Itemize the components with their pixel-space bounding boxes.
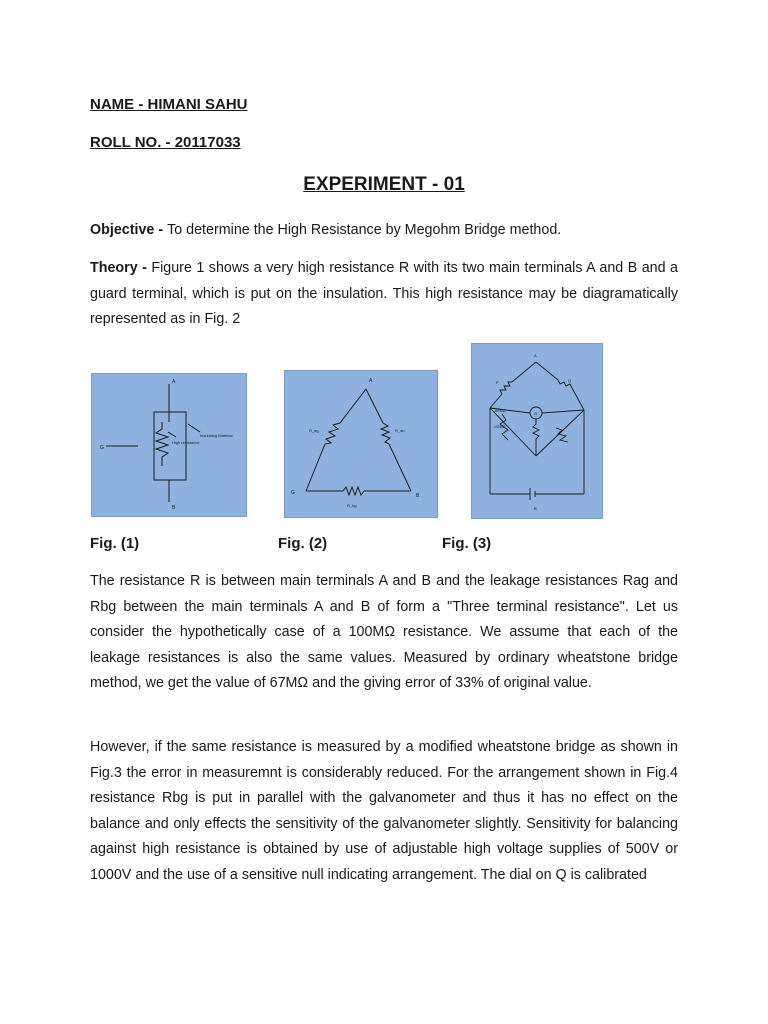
figure-1-diagram <box>92 374 246 516</box>
fig2-label-g: G <box>291 490 295 496</box>
figure-2-image <box>284 370 438 518</box>
figure-3-image <box>471 343 603 519</box>
fig3-label-top: A <box>534 353 537 358</box>
fig3-label-left: P <box>496 380 499 385</box>
figure-1-caption: Fig. (1) <box>90 535 140 552</box>
fig2-label-b: B <box>416 493 420 499</box>
objective-label: Objective - <box>90 222 168 238</box>
body-paragraph-1-text: The resistance R is between main terminals A and B and the leakage resistances Rag and Rbg between the main terminals A and B of form a "Three terminal resistance". Let us consider the hypothetically case of a 100MΩ resistance. We assume that each of the leakage resistances is also the same values. Measured by ordinary wheatstone bridge method, we get the value of 67MΩ and the giving error of 33% of original value. <box>90 573 678 691</box>
fig1-label-a: A <box>172 379 176 385</box>
fig3-label-bottom: B <box>534 506 537 511</box>
fig2-label-rab: R_ab <box>395 428 405 433</box>
experiment-title: EXPERIMENT - 01 <box>303 174 465 195</box>
fig1-label-b: B <box>172 505 176 511</box>
objective-text: To determine the High Resistance by Megohm Bridge method. <box>167 222 562 238</box>
fig1-label-g: G <box>100 445 104 451</box>
theory-text: Figure 1 shows a very high resistance R with its two main terminals A and B and a guard terminal, which is put on the insulation. This high resistance may be diagramatically represented as in Fig. 2 <box>90 260 678 327</box>
figure-3-caption: Fig. (3) <box>442 535 492 552</box>
theory-label: Theory - <box>90 260 152 276</box>
fig2-label-a: A <box>369 378 373 384</box>
fig3-label-r1: 100MΩ <box>494 409 506 413</box>
objective-paragraph <box>90 218 678 244</box>
body-paragraph-1 <box>90 569 678 697</box>
fig3-label-right: Q <box>568 378 572 383</box>
figure-1-image <box>91 373 247 517</box>
theory-paragraph <box>90 256 678 333</box>
figure-2-caption: Fig. (2) <box>278 535 328 552</box>
roll-number: ROLL NO. - 20117033 <box>90 134 241 151</box>
fig2-label-rag: R_ag <box>309 428 319 433</box>
fig1-label-insulation: Insulating Material <box>200 433 233 438</box>
fig2-label-rbg: R_bg <box>347 503 357 508</box>
body-paragraph-2 <box>90 735 678 888</box>
figure-2-diagram <box>285 371 437 517</box>
figure-3-diagram <box>472 344 602 518</box>
fig3-label-r2: 100MΩ <box>494 425 506 429</box>
body-paragraph-2-text: However, if the same resistance is measured by a modified wheatstone bridge as shown in Fig.3 the error in measuremnt is considerably reduced. For the arrangement shown in Fig.4 resistance Rbg is put in parallel with the galvanometer and thus it has no effect on the balance and only effects the sensitivity of the galvanometer slightly. Sensitivity for balancing against high resistance is obtained by use of adjustable high voltage supplies of 500V or 1000V and the use of a sensitive null indicating arrangement. The dial on Q is calibrated <box>90 739 678 883</box>
student-name: NAME - HIMANI SAHU <box>90 96 248 113</box>
fig3-label-g: G <box>534 411 538 416</box>
fig1-label-resistance: High resistance <box>172 440 200 445</box>
